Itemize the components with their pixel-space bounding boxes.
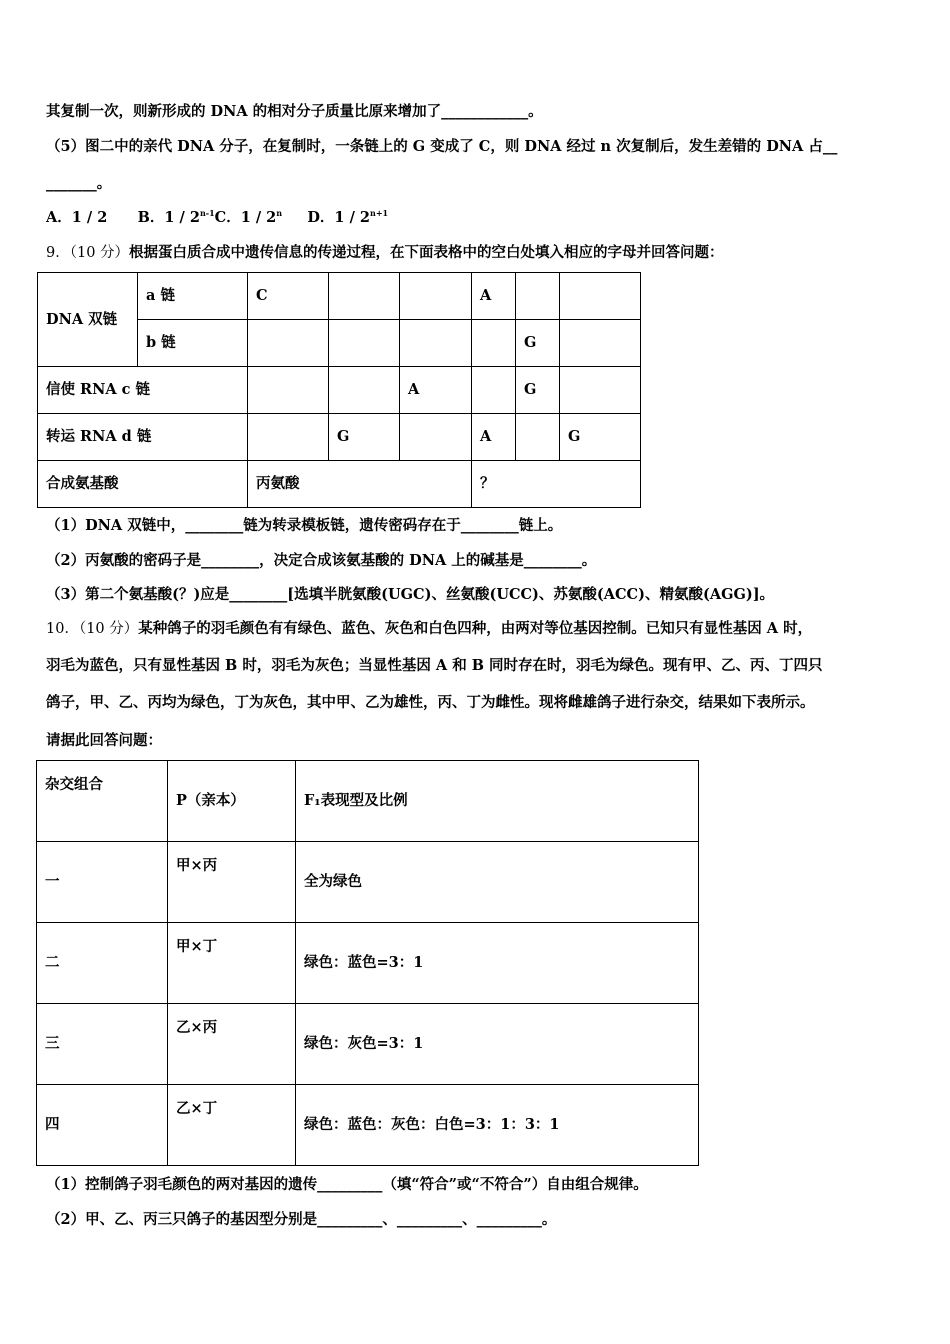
cell <box>296 1085 699 1166</box>
question-9 <box>46 243 724 263</box>
text-line: _______。 <box>46 175 112 192</box>
row-label <box>138 273 248 320</box>
column-header-text: P（亲本） <box>176 792 245 809</box>
table-row <box>38 461 641 508</box>
cell <box>472 273 516 320</box>
cell-text: A <box>480 428 492 445</box>
cell <box>560 273 641 320</box>
cell-text: 丙氨酸 <box>256 475 300 492</box>
question-9-2: （2）丙氨酸的密码子是________，决定合成该氨基酸的 DNA 上的碱基是________。 <box>46 552 597 569</box>
table-row <box>37 923 699 1004</box>
text-line: 请据此回答问题： <box>46 732 162 749</box>
cell <box>248 367 329 414</box>
table-row <box>38 367 641 414</box>
question-number: 9．（10 分） <box>46 245 130 261</box>
row-label-text: 转运 RNA d 链 <box>46 428 152 445</box>
question-10 <box>46 619 812 639</box>
cell <box>296 1004 699 1085</box>
cell-text <box>329 320 399 366</box>
option-d: D．1 / 2 <box>307 209 371 226</box>
cell <box>400 414 472 461</box>
cell <box>248 414 329 461</box>
cell <box>329 273 400 320</box>
option-a: A．1 / 2 <box>46 209 108 226</box>
cell <box>296 923 699 1004</box>
cell-text <box>516 414 559 460</box>
table-row <box>38 414 641 461</box>
genetic-info-table <box>37 272 641 508</box>
cell <box>516 367 560 414</box>
cell <box>472 414 516 461</box>
cell <box>560 414 641 461</box>
cell-text: 甲×丁 <box>176 938 218 955</box>
sup: n <box>276 208 283 219</box>
cell-text <box>560 367 640 413</box>
question-9-3: （3）第二个氨基酸(？)应是________[选填半胱氨酸(UGC)、丝氨酸(UCC)、苏氨酸(ACC)、精氨酸(AGG)]。 <box>46 586 775 603</box>
cell <box>168 1004 296 1085</box>
cell-text: 绿色：灰色=3：1 <box>304 1035 424 1052</box>
cell <box>37 842 168 923</box>
cell <box>560 320 641 367</box>
cell-text: 一 <box>45 873 60 890</box>
cell <box>516 414 560 461</box>
column-header <box>168 761 296 842</box>
cell-text: A <box>480 287 492 304</box>
row-label-text: b 链 <box>146 334 176 351</box>
column-header-text: 杂交组合 <box>45 776 103 793</box>
cell <box>248 461 472 508</box>
question-text: 根据蛋白质合成中遗传信息的传递过程，在下面表格中的空白处填入相应的字母并回答问题： <box>129 244 724 261</box>
row-label <box>38 273 138 367</box>
cell-text: G <box>524 334 537 351</box>
cell-text: 全为绿色 <box>304 873 362 890</box>
cell-text <box>400 273 471 319</box>
row-label-text: 合成氨基酸 <box>46 475 119 492</box>
cell <box>329 320 400 367</box>
text-line: 羽毛为蓝色，只有显性基因 B 时，羽毛为灰色；当显性基因 A 和 B 同时存在时，羽毛为绿色。现有甲、乙、丙、丁四只 <box>46 657 823 674</box>
table-row <box>37 1004 699 1085</box>
cell-text <box>560 320 640 366</box>
row-label-text: 信使 RNA c 链 <box>46 381 151 398</box>
cell <box>37 923 168 1004</box>
cell <box>560 367 641 414</box>
cell-text <box>329 273 399 319</box>
column-header <box>37 761 168 842</box>
cell-text: 二 <box>45 954 60 971</box>
cell-text: G <box>524 381 537 398</box>
row-label <box>38 414 248 461</box>
table-row <box>37 1085 699 1166</box>
table-row <box>38 273 641 320</box>
cell <box>472 461 641 508</box>
cell-text <box>560 273 640 319</box>
question-number: 10．（10 分） <box>46 621 139 637</box>
table-header-row <box>37 761 699 842</box>
cell <box>329 367 400 414</box>
question-10-2: （2）甲、乙、丙三只鸽子的基因型分别是_________、_________、_________。 <box>46 1211 557 1228</box>
cell <box>168 842 296 923</box>
table-row <box>37 842 699 923</box>
cell <box>248 320 329 367</box>
cell <box>248 273 329 320</box>
question-text: 某种鸽子的羽毛颜色有有绿色、蓝色、灰色和白色四种，由两对等位基因控制。已知只有显性基因 A 时， <box>138 620 813 637</box>
row-label <box>38 461 248 508</box>
cell-text <box>516 273 559 319</box>
options <box>46 208 388 228</box>
column-header <box>296 761 699 842</box>
cell <box>400 273 472 320</box>
cell <box>400 320 472 367</box>
cell-text: 甲×丙 <box>176 857 218 874</box>
cell-text: 乙×丙 <box>176 1019 218 1036</box>
text-line: 其复制一次，则新形成的 DNA 的相对分子质量比原来增加了____________。 <box>46 103 543 120</box>
cell-text: C <box>256 287 268 304</box>
cell-text <box>472 320 515 366</box>
cell-text <box>329 367 399 413</box>
cell-text: G <box>568 428 581 445</box>
cell <box>516 273 560 320</box>
question-10-1: （1）控制鸽子羽毛颜色的两对基因的遗传_________（填“符合”或“不符合”）自由组合规律。 <box>46 1176 648 1193</box>
cell-text: 四 <box>45 1116 60 1133</box>
option-c: C．1 / 2 <box>214 209 277 226</box>
cell <box>168 1085 296 1166</box>
cell-text: G <box>337 428 350 445</box>
cell-text: 绿色：蓝色：灰色：白色=3：1：3：1 <box>304 1116 560 1133</box>
cell-text: ？ <box>480 475 495 492</box>
cell <box>37 1004 168 1085</box>
question-5: （5）图二中的亲代 DNA 分子，在复制时，一条链上的 G 变成了 C，则 DNA 经过 n 次复制后，发生差错的 DNA 占__ <box>46 138 838 155</box>
cell-text: A <box>408 381 420 398</box>
cell-text: 乙×丁 <box>176 1100 218 1117</box>
cell-text <box>248 414 328 460</box>
sup: n+1 <box>370 208 389 219</box>
cell-text: 绿色：蓝色=3：1 <box>304 954 424 971</box>
cell <box>168 923 296 1004</box>
row-label <box>138 320 248 367</box>
cell <box>516 320 560 367</box>
cross-results-table <box>36 760 699 1166</box>
cell <box>400 367 472 414</box>
cell <box>296 842 699 923</box>
cell-text <box>400 320 471 366</box>
cell <box>472 320 516 367</box>
cell <box>472 367 516 414</box>
cell-text <box>472 367 515 413</box>
question-9-1: （1）DNA 双链中，________链为转录模板链，遗传密码存在于________链上。 <box>46 517 563 534</box>
column-header-text: F₁表现型及比例 <box>304 792 408 809</box>
text-line: 鸽子，甲、乙、丙均为绿色，丁为灰色，其中甲、乙为雄性，丙、丁为雌性。现将雌雄鸽子进行杂交，结果如下表所示。 <box>46 694 815 711</box>
cell <box>329 414 400 461</box>
row-label-text: DNA 双链 <box>46 310 118 328</box>
cell-text <box>248 367 328 413</box>
row-label <box>38 367 248 414</box>
cell-text <box>248 320 328 366</box>
cell-text: 三 <box>45 1035 60 1052</box>
cell <box>37 1085 168 1166</box>
row-label-text: a 链 <box>146 287 175 304</box>
sup: n-1 <box>199 208 215 219</box>
cell-text <box>400 414 471 460</box>
option-b: B．1 / 2 <box>137 209 200 226</box>
